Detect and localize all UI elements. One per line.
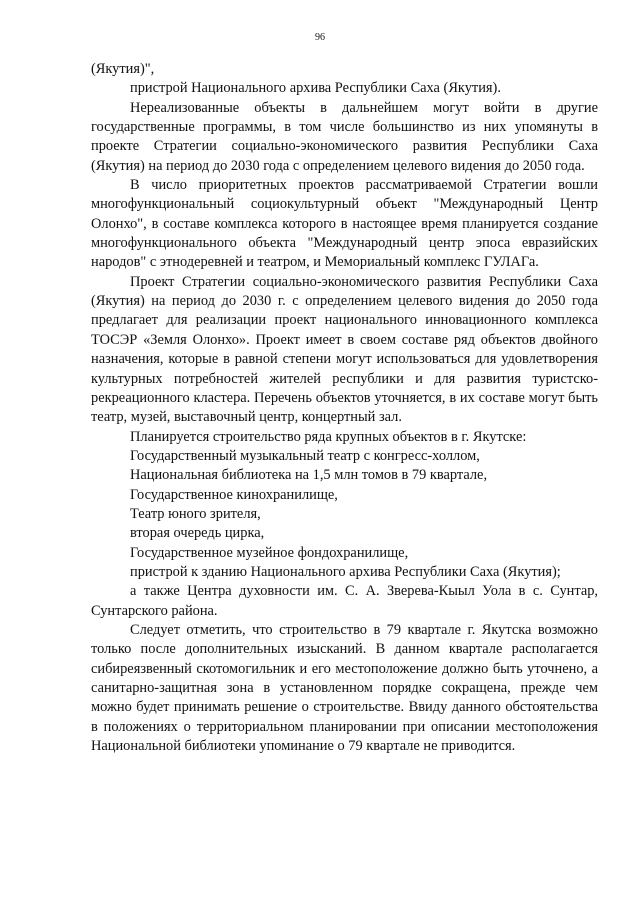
page-number: 96 <box>315 32 325 43</box>
paragraph: В число приоритетных проектов рассматриваемой Стратегии вошли многофункциональный социокультурный объект "Международный Центр Олонхо", в составе комплекса которого в настоящее время планируется создание многофункционального объекта "Международный центр эпоса евразийских народов" с этнодеревней и театром, и Мемориальный комплекс ГУЛАГа. <box>91 177 598 271</box>
paragraph: Нереализованные объекты в дальнейшем могут войти в другие государственные программы, в том числе большинство из них упомянуты в проекте Стратегии социально-экономического развития Республики Саха (Якутия) на период до 2030 года с определением целевого видения до 2050 года. <box>91 99 598 174</box>
paragraph: пристрой Национального архива Республики Саха (Якутия). <box>130 80 501 97</box>
list-item: Государственное кинохранилище, <box>130 486 338 503</box>
paragraph: (Якутия)", <box>91 61 155 77</box>
paragraph: Планируется строительство ряда крупных объектов в г. Якутске: <box>130 428 527 445</box>
document-body <box>91 60 598 756</box>
paragraph: Проект Стратегии социально-экономического развития Республики Саха (Якутия) на период до 2030 г. с определением целевого видения до 2050 года предлагает для реализации проект национального инновационного комплекса ТОСЭР «Земля Олонхо». Проект имеет в своем составе ряд объектов двойного назначения, которые в равной степени могут использоваться для удовлетворения культурных потребностей жителей республики и для развития туристско-рекреационного кластера. Перечень объектов уточняется, в их составе могут быть театр, музей, выставочный центр, концертный зал. <box>91 273 598 426</box>
list-item: Национальная библиотека на 1,5 млн томов в 79 квартале, <box>130 467 488 484</box>
list-item: Государственный музыкальный театр с конгресс-холлом, <box>130 447 480 464</box>
list-item: вторая очередь цирка, <box>130 525 265 542</box>
list-item: а также Центра духовности им. С. А. Зверева-Кыыл Уола в с. Сунтар, Сунтарского района. <box>91 583 598 619</box>
list-item: пристрой к зданию Национального архива Республики Саха (Якутия); <box>130 563 561 580</box>
paragraph: Следует отметить, что строительство в 79 квартале г. Якутска возможно только после дополнительных изысканий. В данном квартале располагается сибиреязвенный скотомогильник и его местоположение должно быть уточнено, а санитарно-защитная зона в установленном порядке сокращена, прежде чем можно будет принимать решение о строительстве. Ввиду данного обстоятельства в положениях о территориальном планировании при описании местоположения Национальной библиотеки упоминание о 79 квартале не приводится. <box>91 621 598 755</box>
list-item: Государственное музейное фондохранилище, <box>130 544 409 561</box>
list-item: Театр юного зрителя, <box>130 505 261 522</box>
